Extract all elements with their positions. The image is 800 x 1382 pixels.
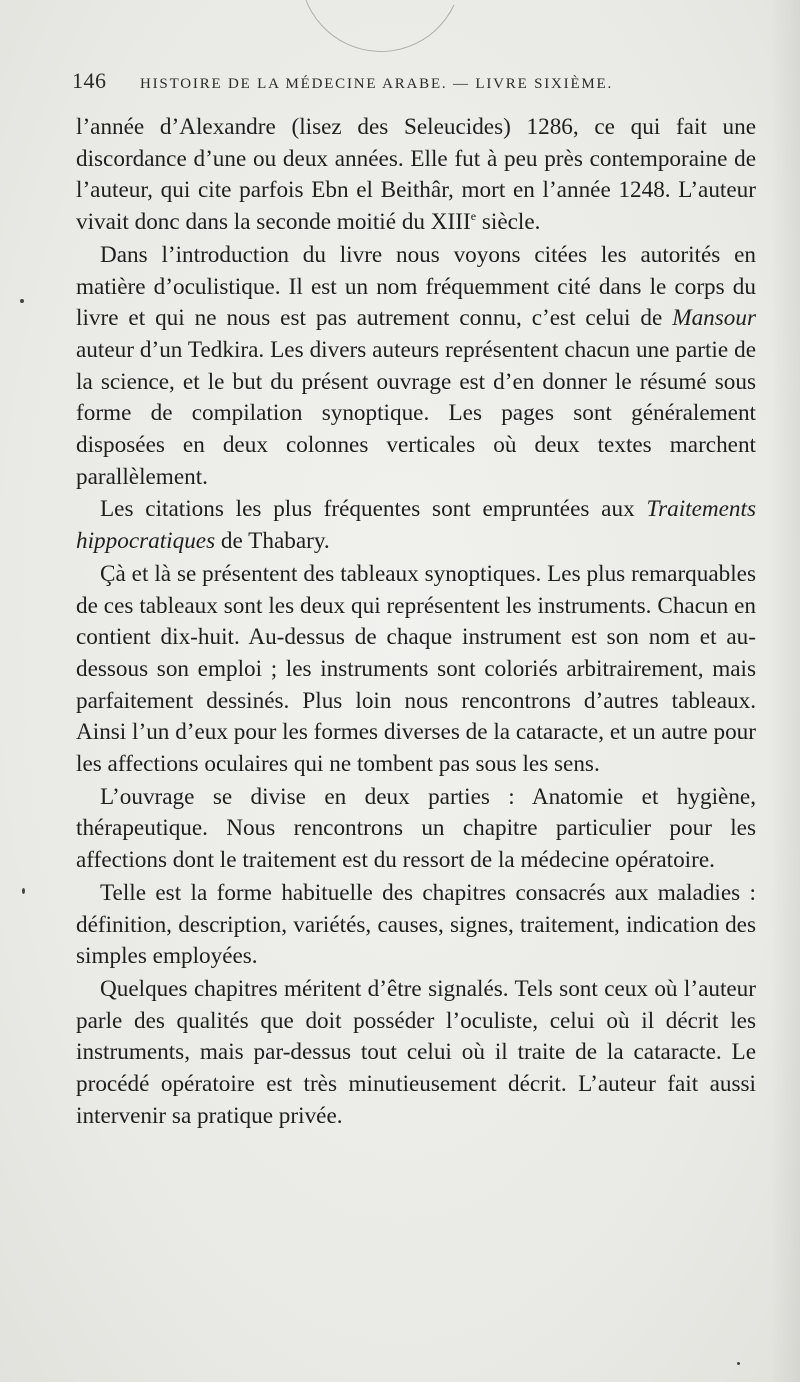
paragraph [76,974,756,1133]
paragraph-text: L’ouvrage se divise en deux parties : Anatomie et hygiène, thérapeutique. Nous rencontrons un chapitre particulier pour les affections dont le traitement est du ressort de la médecine opératoire. [76,783,756,874]
page-number: 146 [72,68,107,93]
page-edge-shadow [770,0,800,1382]
paragraph-text: Les citations les plus fréquentes sont empruntées aux [100,496,647,523]
paragraph-text: Dans l’introduction du livre nous voyons citées les autorités en matière d’oculistique. Il est un nom fréquemment cité dans le corps du livre et qui ne nous est pas autrement connu, c’est celui de [76,241,756,332]
paragraph [76,782,756,877]
body-text [76,112,756,1133]
paragraph-text: Çà et là se présentent des tableaux synoptiques. Les plus remarquables de ces tableaux sont les deux qui représentent les instruments. Chacun en contient dix-huit. Au-dessus de chaque instrument est son nom et au-dessous son emploi ; les instruments sont coloriés arbitrairement, mais parfaitement dessinés. Plus loin nous rencontrons d’autres tableaux. Ainsi l’un d’eux pour les formes diverses de la cataracte, et un autre pour les affections oculaires qui ne tombent pas sous les sens. [76,560,756,778]
superscript-text: e [470,209,477,224]
paragraph [76,878,756,973]
paragraph [76,494,756,557]
paragraph-text: siècle. [476,209,541,236]
margin-speck [20,299,24,303]
paragraph [76,559,756,781]
page-fold-arc [277,0,485,75]
paragraph-text: Quelques chapitres méritent d’être signalés. Tels sont ceux où l’auteur parle des qualités que doit posséder l’oculiste, celui où il décrit les instruments, mais par-dessus tout celui où il traite de la cataracte. Le procédé opératoire est très minutieusement décrit. L’auteur fait aussi intervenir sa pratique privée. [76,975,756,1129]
paragraph-text: de Thabary. [215,528,330,555]
paragraph [76,240,756,494]
paragraph [76,112,756,239]
page-header [72,68,760,94]
paragraph-text: Telle est la forme habituelle des chapitres consacrés aux maladies : définition, description, variétés, causes, signes, traitement, indication des simples employées. [76,879,756,970]
italic-text: Traitements hippocratiques [76,496,756,555]
italic-text: Mansour [672,305,756,332]
margin-speck [737,1362,740,1365]
running-head: HISTOIRE DE LA MÉDECINE ARABE. — LIVRE SIXIÈME. [140,76,614,92]
margin-speck [22,888,25,894]
paragraph-text: l’année d’Alexandre (lisez des Seleucides) 1286, ce qui fait une discordance d’une ou deux années. Elle fut à peu près contemporaine de l’auteur, qui cite parfois Ebn el Beithâr, mort en l’année 1248. L’auteur vivait donc dans la seconde moitié du XIII [76,114,756,236]
paragraph-text: auteur d’un Tedkira. Les divers auteurs représentent chacun une partie de la science, et le but du présent ouvrage est d’en donner le résumé sous forme de compilation synoptique. Les pages sont généralement disposées en deux colonnes verticales où deux textes marchent parallèlement. [76,336,756,490]
